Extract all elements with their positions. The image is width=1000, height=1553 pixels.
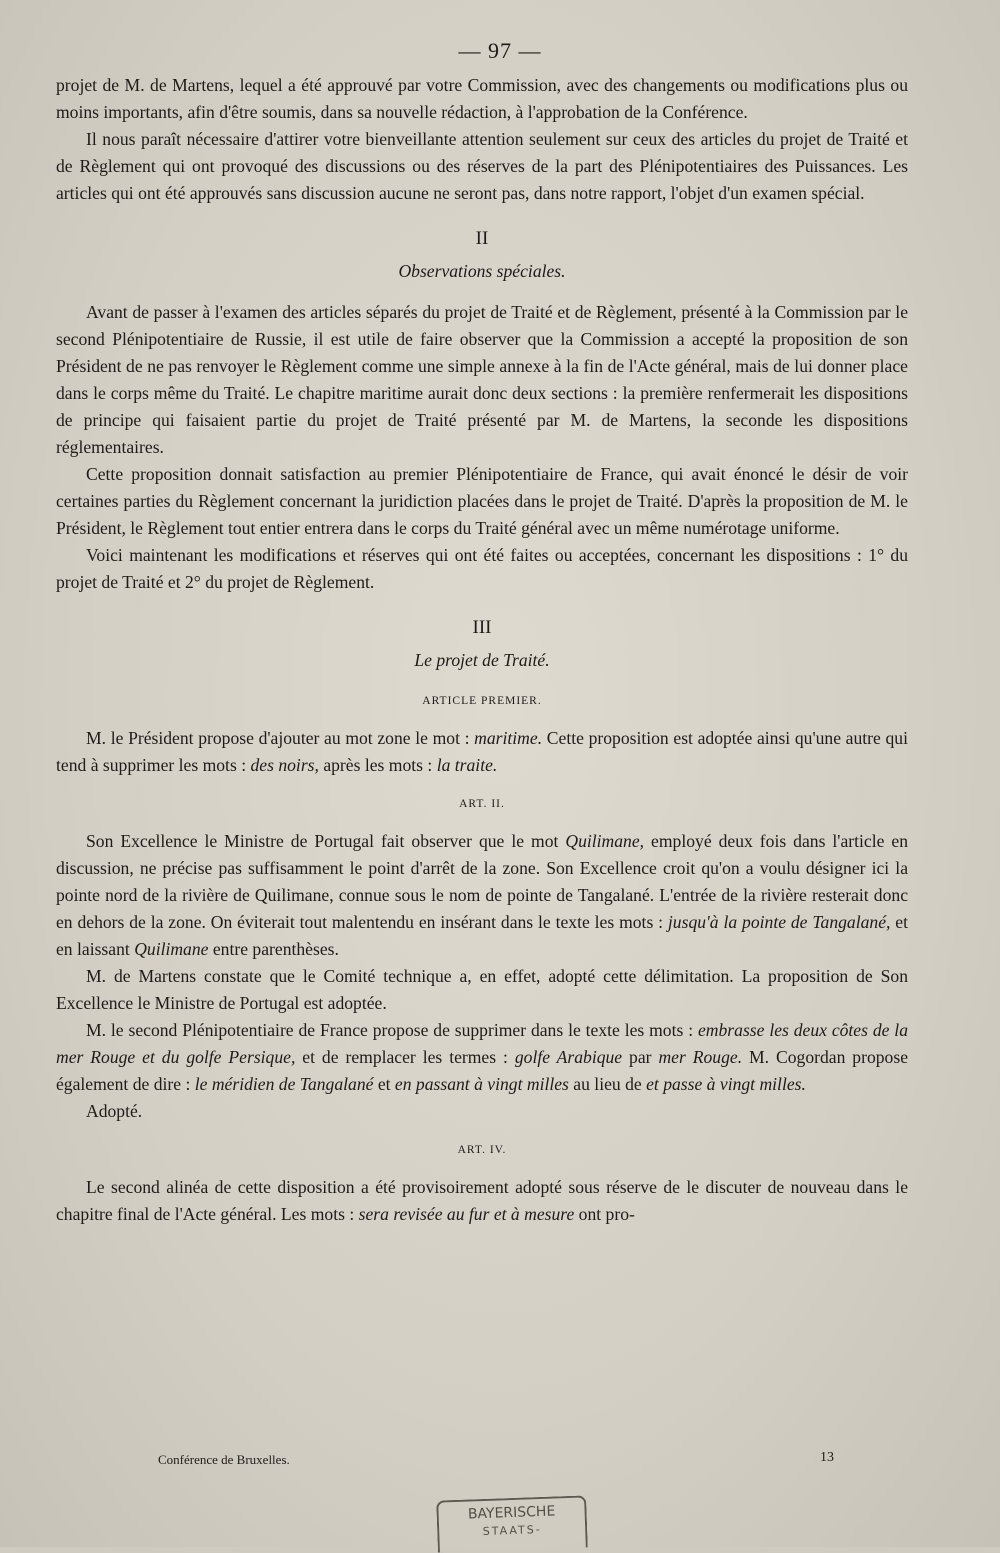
section-numeral: III (472, 617, 492, 638)
text-run: Le second alinéa de cette disposition a été provisoirement adopté sous réserve de le discuter de nouveau dans le chapitre final de l'Acte général. Les mots : (56, 1177, 908, 1224)
text-run: entre parenthèses. (208, 939, 339, 959)
italic-run: golfe Arabique (514, 1047, 623, 1067)
text-run: après les mots : (318, 755, 437, 775)
article-heading: ART. IV. (457, 1144, 507, 1156)
italic-run: Quilimane (134, 939, 209, 959)
text-run: Cette proposition est adoptée ainsi qu'une autre qui tend à supprimer les mots : (56, 728, 908, 775)
stamp-line: STAATS- (482, 1522, 542, 1539)
text-run: M. Cogordan propose également de dire : (56, 1047, 909, 1094)
italic-run: le méridien de Tangalané (194, 1074, 374, 1094)
library-stamp (436, 1495, 588, 1552)
italic-run: maritime. (474, 728, 543, 748)
paragraph: Cette proposition donnait satisfaction au premier Plénipotentiaire de France, qui avait énoncé le désir de voir certaines parties du Règlement concernant la juridiction placées dans le projet de Traité. D'après la proposition de M. le Président, le Règlement tout entier entrera dans le corps du Traité général avec un même numérotage uniforme. (56, 464, 908, 538)
paragraph (56, 1017, 908, 1098)
paragraph (56, 725, 908, 779)
stamp-line: BAYERISCHE (467, 1503, 556, 1523)
section-numeral: II (475, 228, 489, 249)
paragraph (56, 828, 908, 963)
paragraph: Adopté. (86, 1101, 143, 1121)
paragraph: Avant de passer à l'examen des articles séparés du projet de Traité et de Règlement, présenté à la Commission par le second Plénipotentiaire de Russie, il est utile de faire observer que la Commission a accepté la proposition de son Président de ne pas renvoyer le Règlement comme une simple annexe à la fin de l'Acte général, mais de lui donner place dans le corps même du Traité. Le chapitre maritime aurait donc deux sections : la première renfermerait les dispositions de principe qui faisaient partie du projet de Traité présenté par M. de Martens, la seconde les dispositions réglementaires. (56, 302, 908, 457)
italic-run: embrasse les deux côtes de la mer Rouge et du golfe Persique, (56, 1020, 908, 1067)
article-heading: ARTICLE PREMIER. (422, 695, 542, 707)
text-run: et de remplacer les termes : (295, 1047, 515, 1067)
section-title: Le projet de Traité. (414, 650, 550, 670)
italic-run: des noirs, (250, 755, 319, 775)
signature-mark: 13 (820, 1450, 834, 1465)
italic-run: Quilimane, (565, 831, 645, 851)
paragraph: projet de M. de Martens, lequel a été approuvé par votre Commission, avec des changements ou modifications plus ou moins importants, afin d'être soumis, dans sa nouvelle rédaction, à l'approbation de la Conférence. (56, 75, 908, 122)
italic-run: mer Rouge. (658, 1047, 743, 1067)
footer-title: Conférence de Bruxelles. (158, 1452, 290, 1467)
page-number: — 97 — (458, 38, 542, 63)
text-run: et en laissant (56, 912, 908, 959)
section-title: Observations spéciales. (398, 261, 566, 281)
article-heading: ART. II. (459, 798, 505, 810)
paragraph: Il nous paraît nécessaire d'attirer votre bienveillante attention seulement sur ceux des articles du projet de Traité et de Règlement qui ont provoqué des discussions ou des réserves de la part des Plénipotentiaires des Puissances. Les articles qui ont été approuvés sans discussion aucune ne seront pas, dans notre rapport, l'objet d'un examen spécial. (56, 129, 908, 203)
text-run: M. le second Plénipotentiaire de France propose de supprimer dans le texte les mots : (86, 1020, 698, 1040)
paragraph (56, 1174, 908, 1228)
italic-run: sera revisée au fur et à mesure (358, 1204, 575, 1224)
italic-run: jusqu'à la pointe de Tangalané, (667, 912, 891, 932)
paragraph: Voici maintenant les modifications et réserves qui ont été faites ou acceptées, concernant les dispositions : 1° du projet de Traité et 2° du projet de Règlement. (56, 545, 908, 592)
text-run: Son Excellence le Ministre de Portugal fait observer que le mot (86, 831, 566, 851)
text-run: employé deux fois dans l'article en discussion, ne précise pas suffisamment le point d'arrêt de la zone. Son Excellence croit qu'on a voulu désigner ici la pointe nord de la rivière de Quilimane, connue sous le nom de pointe de Tangalané. L'entrée de la rivière resterait donc en dehors de la zone. On éviterait tout malentendu en insérant dans le texte les mots : (56, 831, 908, 932)
italic-run: en passant à vingt milles (394, 1074, 569, 1094)
text-run: M. le Président propose d'ajouter au mot zone le mot : (86, 728, 475, 748)
text-run: par (622, 1047, 659, 1067)
paragraph: M. de Martens constate que le Comité technique a, en effet, adopté cette délimitation. La proposition de Son Excellence le Ministre de Portugal est adoptée. (56, 966, 908, 1013)
text-run: au lieu de (568, 1074, 647, 1094)
italic-run: la traite. (436, 755, 498, 775)
text-run: ont pro- (574, 1204, 635, 1224)
text-run: et (373, 1074, 395, 1094)
italic-run: et passe à vingt milles. (646, 1074, 806, 1094)
document-body (56, 72, 908, 1228)
